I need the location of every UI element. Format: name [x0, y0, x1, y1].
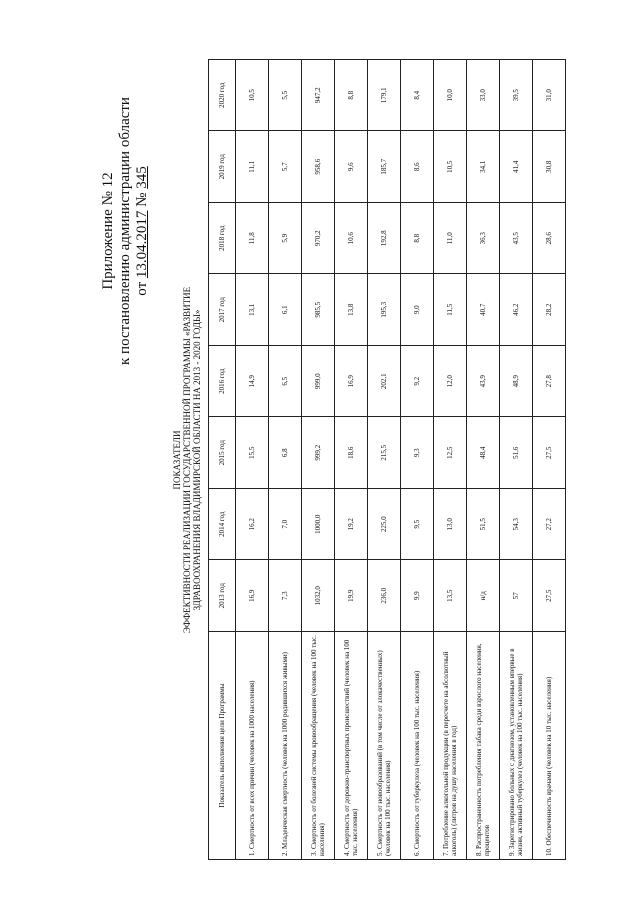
- indicator-name: 10. Обеспеченность врачами (человек на 10 тыс. населения): [533, 632, 566, 860]
- indicator-value: 6,8: [269, 417, 302, 489]
- indicator-value: 225,0: [368, 489, 401, 561]
- indicator-value: 185,7: [368, 131, 401, 203]
- indicator-name: 3. Смертность от болезней системы кровообращения (человек на 100 тыс. населения): [302, 632, 335, 860]
- header-year: 2020 год: [209, 60, 236, 132]
- indicator-value: 9,0: [401, 274, 434, 346]
- indicator-name: 9. Зарегистрировано больных с диагнозом, установленным впервые в жизни, активный туберкулез (человек на 100 тыс. населения): [500, 632, 533, 860]
- header-year: 2015 год: [209, 417, 236, 489]
- indicator-value: 13,8: [335, 274, 368, 346]
- table-row: [302, 60, 335, 860]
- indicator-value: 28,2: [533, 274, 566, 346]
- indicator-value: 192,8: [368, 203, 401, 275]
- indicator-value: 8,8: [401, 203, 434, 275]
- indicator-value: 6,1: [269, 274, 302, 346]
- indicator-value: 46,2: [500, 274, 533, 346]
- table-row: [236, 60, 269, 860]
- indicator-value: 18,6: [335, 417, 368, 489]
- indicator-value: 27,5: [533, 417, 566, 489]
- indicator-value: 11,5: [434, 274, 467, 346]
- indicator-value: 1032,0: [302, 560, 335, 632]
- indicator-value: 7,3: [269, 560, 302, 632]
- indicator-value: 13,5: [434, 560, 467, 632]
- indicator-value: 11,1: [236, 131, 269, 203]
- header-year: 2018 год: [209, 203, 236, 275]
- indicator-value: н/д: [467, 560, 500, 632]
- indicator-value: 9,5: [401, 489, 434, 561]
- indicator-name: 4. Смертность от дорожно-транспортных происшествий (человек на 100 тыс. населения): [335, 632, 368, 860]
- indicator-value: 12,0: [434, 346, 467, 418]
- appendix-date-line: [134, 66, 151, 396]
- header-year: 2019 год: [209, 131, 236, 203]
- indicator-name: 7. Потребление алкогольной продукции (в пересчете на абсолютный алкоголь) (литров на душу населения в год): [434, 632, 467, 860]
- indicator-value: 16,9: [236, 560, 269, 632]
- rotated-sheet: [100, 60, 553, 860]
- indicator-value: 11,0: [434, 203, 467, 275]
- indicator-value: 27,2: [533, 489, 566, 561]
- header-year: 2016 год: [209, 346, 236, 418]
- heading-line-1: ПОКАЗАТЕЛИ: [172, 430, 182, 490]
- indicator-value: 51,6: [500, 417, 533, 489]
- indicator-value: 9,6: [335, 131, 368, 203]
- table-row: [500, 60, 533, 860]
- indicator-value: 215,5: [368, 417, 401, 489]
- indicator-value: 43,5: [500, 203, 533, 275]
- indicator-value: 8,6: [401, 131, 434, 203]
- indicator-value: 43,9: [467, 346, 500, 418]
- indicator-value: 10,5: [434, 131, 467, 203]
- header-year: 2017 год: [209, 274, 236, 346]
- indicator-value: 33,0: [467, 60, 500, 132]
- appendix-block: [100, 66, 151, 396]
- indicator-name: 1. Смертность от всех причин (человек на 1000 населения): [236, 632, 269, 860]
- indicator-value: 970,2: [302, 203, 335, 275]
- appendix-subtitle: к постановлению администрации области: [117, 97, 133, 365]
- table-header-row: [209, 60, 236, 860]
- indicator-value: 19,9: [335, 560, 368, 632]
- indicator-value: 10,6: [335, 203, 368, 275]
- indicator-value: 9,9: [401, 560, 434, 632]
- indicator-value: 195,3: [368, 274, 401, 346]
- indicator-value: 16,2: [236, 489, 269, 561]
- indicator-value: 12,5: [434, 417, 467, 489]
- indicator-value: 19,2: [335, 489, 368, 561]
- indicator-value: 10,5: [236, 60, 269, 132]
- appendix-number: 345: [134, 166, 150, 189]
- table-row: [533, 60, 566, 860]
- indicators-table: [208, 59, 566, 860]
- table-row: [434, 60, 467, 860]
- appendix-date: 13.04.2017: [134, 210, 150, 279]
- indicator-value: 8,8: [335, 60, 368, 132]
- indicator-name: 8. Распространенность потребления табака среди взрослого населения, процентов: [467, 632, 500, 860]
- header-indicator: Показатель выполнения цели Программы: [209, 632, 236, 860]
- table-row: [269, 60, 302, 860]
- indicator-value: 34,1: [467, 131, 500, 203]
- indicator-value: 6,5: [269, 346, 302, 418]
- indicator-value: 36,3: [467, 203, 500, 275]
- appendix-prefix: от: [134, 281, 150, 296]
- heading-line-2: ЭФФЕКТИВНОСТИ РЕАЛИЗАЦИИ ГОСУДАРСТВЕННОЙ ПРОГРАММЫ «РАЗВИТИЕ: [182, 286, 192, 634]
- indicator-value: 985,5: [302, 274, 335, 346]
- indicator-value: 39,5: [500, 60, 533, 132]
- indicator-value: 28,6: [533, 203, 566, 275]
- table-row: [368, 60, 401, 860]
- indicator-value: 8,4: [401, 60, 434, 132]
- indicator-value: 5,9: [269, 203, 302, 275]
- indicator-name: 5. Смертность от новообразований (в том числе от злокачественных) (человек на 100 тыс. населения): [368, 632, 401, 860]
- header-year: 2013 год: [209, 560, 236, 632]
- header-year: 2014 год: [209, 489, 236, 561]
- indicator-value: 202,1: [368, 346, 401, 418]
- table-row: [467, 60, 500, 860]
- indicator-value: 57: [500, 560, 533, 632]
- indicator-value: 7,0: [269, 489, 302, 561]
- indicator-value: 5,5: [269, 60, 302, 132]
- indicator-value: 1000,0: [302, 489, 335, 561]
- indicator-value: 14,9: [236, 346, 269, 418]
- indicator-name: 2. Младенческая смертность (человек на 1000 родившихся живыми): [269, 632, 302, 860]
- indicator-value: 41,4: [500, 131, 533, 203]
- indicators-table-wrap: [208, 60, 566, 860]
- indicator-value: 999,0: [302, 346, 335, 418]
- indicator-value: 236,0: [368, 560, 401, 632]
- appendix-number-sign: №: [134, 192, 150, 207]
- indicator-value: 27,5: [533, 560, 566, 632]
- indicator-value: 40,7: [467, 274, 500, 346]
- indicator-value: 947,2: [302, 60, 335, 132]
- indicator-value: 999,2: [302, 417, 335, 489]
- document-heading: [172, 180, 202, 740]
- heading-line-3: ЗДРАВООХРАНЕНИЯ ВЛАДИМИРСКОЙ ОБЛАСТИ НА 2013 - 2020 ГОДЫ»: [192, 309, 202, 611]
- indicator-name: 6. Смертность от туберкулеза (человек на 100 тыс. населения): [401, 632, 434, 860]
- indicator-value: 10,0: [434, 60, 467, 132]
- indicator-value: 13,0: [434, 489, 467, 561]
- indicator-value: 48,4: [467, 417, 500, 489]
- indicator-value: 51,5: [467, 489, 500, 561]
- indicator-value: 31,0: [533, 60, 566, 132]
- indicator-value: 9,2: [401, 346, 434, 418]
- indicator-value: 13,1: [236, 274, 269, 346]
- indicator-value: 11,8: [236, 203, 269, 275]
- table-row: [401, 60, 434, 860]
- indicator-value: 15,5: [236, 417, 269, 489]
- indicator-value: 27,8: [533, 346, 566, 418]
- indicator-value: 16,9: [335, 346, 368, 418]
- indicator-value: 9,3: [401, 417, 434, 489]
- indicator-value: 958,6: [302, 131, 335, 203]
- table-row: [335, 60, 368, 860]
- indicator-value: 179,1: [368, 60, 401, 132]
- indicator-value: 30,8: [533, 131, 566, 203]
- appendix-title: Приложение № 12: [100, 172, 116, 290]
- indicator-value: 48,9: [500, 346, 533, 418]
- indicator-value: 5,7: [269, 131, 302, 203]
- indicator-value: 54,3: [500, 489, 533, 561]
